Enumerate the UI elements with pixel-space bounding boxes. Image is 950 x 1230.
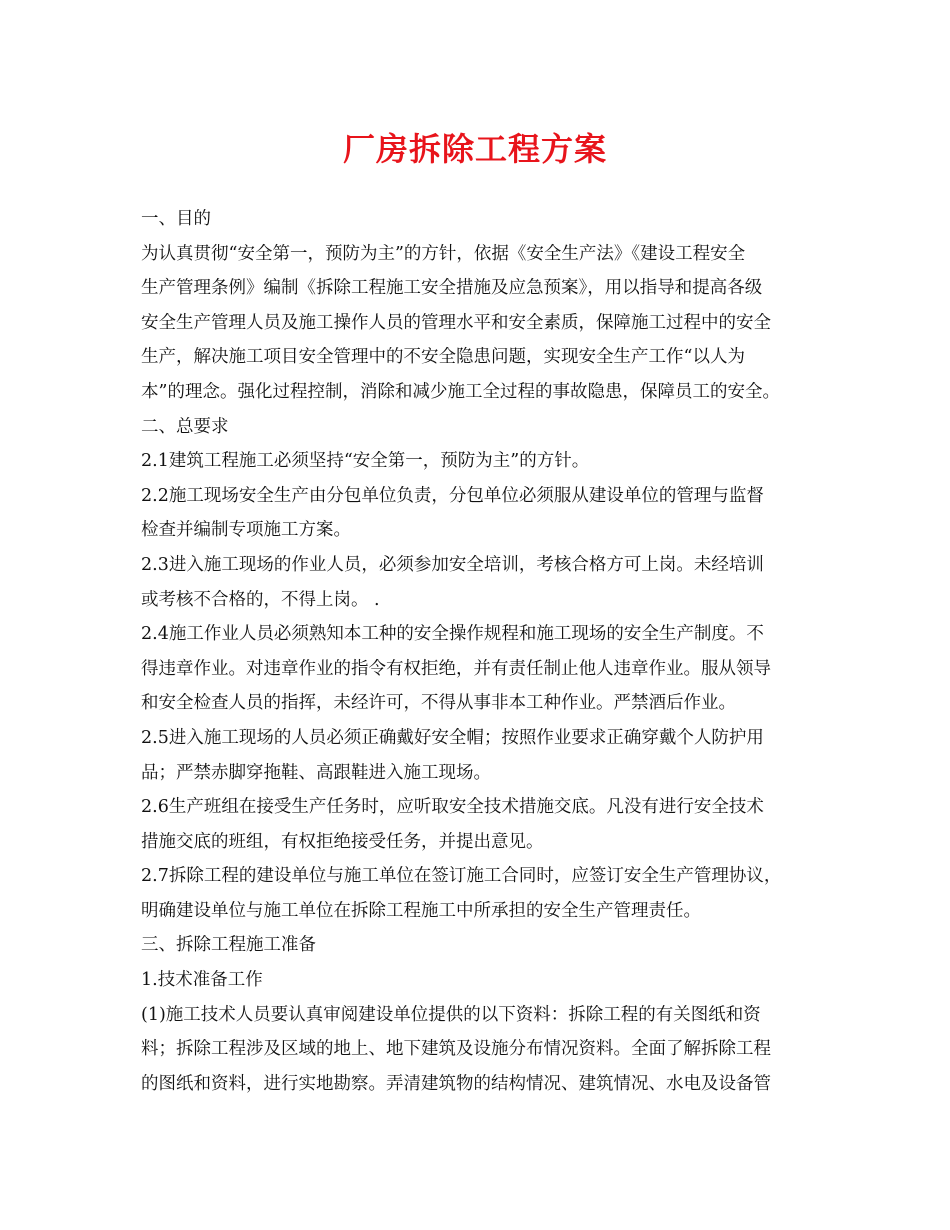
- body-line: 检查并编制专项施工方案。: [141, 520, 351, 541]
- body-line: (1)施工技术人员要认真审阅建设单位提供的以下资料：拆除工程的有关图纸和资: [141, 1004, 761, 1025]
- body-line: 生产管理条例》编制《拆除工程施工安全措施及应急预案》，用以指导和提高各级: [141, 278, 763, 299]
- body-line: 一、目的: [141, 209, 211, 229]
- body-line: 三、拆除工程施工准备: [141, 935, 316, 956]
- body-line: 措施交底的班组，有权拒绝接受任务，并提出意见。: [141, 831, 544, 852]
- body-line: 2.4施工作业人员必须熟知本工种的安全操作规程和施工现场的安全生产制度。不: [141, 624, 764, 645]
- body-line: 2.5进入施工现场的人员必须正确戴好安全帽；按照作业要求正确穿戴个人防护用: [141, 727, 764, 748]
- body-line: 得违章作业。对违章作业的指令有权拒绝，并有责任制止他人违章作业。服从领导: [141, 658, 771, 679]
- body-line: 2.1建筑工程施工必须坚持“安全第一，预防为主”的方针。: [141, 451, 590, 472]
- body-line: 安全生产管理人员及施工操作人员的管理水平和安全素质，保障施工过程中的安全: [141, 312, 771, 333]
- body-line: 2.7拆除工程的建设单位与施工单位在签订施工合同时，应签订安全生产管理协议，: [141, 866, 782, 887]
- body-line: 二、总要求: [141, 416, 229, 437]
- body-line: 本”的理念。强化过程控制，消除和减少施工全过程的事故隐患，保障员工的安全。: [141, 381, 780, 402]
- body-line: 品；严禁赤脚穿拖鞋、高跟鞋进入施工现场。: [141, 762, 491, 783]
- document-title: 厂房拆除工程方案: [342, 130, 607, 168]
- body-line: 1.技术准备工作: [141, 970, 263, 991]
- body-line: 明确建设单位与施工单位在拆除工程施工中所承担的安全生产管理责任。: [141, 900, 701, 921]
- body-line: 料；拆除工程涉及区域的地上、地下建筑及设施分布情况资料。全面了解拆除工程: [141, 1039, 771, 1060]
- body-line: 2.3进入施工现场的作业人员，必须参加安全培训，考核合格方可上岗。未经培训: [141, 554, 764, 575]
- body-line: 或考核不合格的，不得上岗。 .: [141, 589, 380, 610]
- body-line: 为认真贯彻“安全第一，预防为主”的方针，依据《安全生产法》《建设工程安全: [141, 243, 746, 264]
- body-line: 和安全检查人员的指挥，未经许可，不得从事非本工种作业。严禁酒后作业。: [141, 693, 736, 714]
- document-body: [141, 202, 821, 1101]
- body-line: 2.6生产班组在接受生产任务时，应听取安全技术措施交底。凡没有进行安全技术: [141, 797, 764, 818]
- body-line: 的图纸和资料，进行实地勘察。弄清建筑物的结构情况、建筑情况、水电及设备管: [141, 1073, 771, 1094]
- body-line: 2.2施工现场安全生产由分包单位负责，分包单位必须服从建设单位的管理与监督: [141, 485, 764, 506]
- body-line: 生产，解决施工项目安全管理中的不安全隐患问题，实现安全生产工作“以人为: [141, 347, 745, 368]
